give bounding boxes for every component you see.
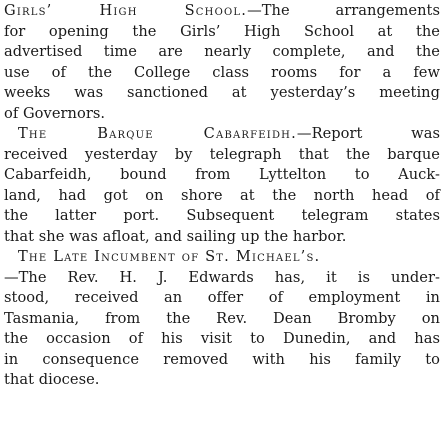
text-line: Cabarfeidh, bound from Lyttelton to Auck- (4, 166, 440, 183)
paragraph-heading: The Barque Cabarfeidh. (18, 125, 297, 142)
paragraph-barque-cabarfeidh (4, 124, 440, 247)
text-line: received yesterday by telegraph that the barque (4, 145, 440, 163)
text-line: the latter port. Subsequent telegram states (4, 207, 440, 224)
paragraph-girls-high-school (4, 1, 440, 124)
text-line: use of the College class rooms for a few (4, 63, 440, 81)
text-line: weeks was sanctioned at yesterday’s meeting (4, 84, 440, 101)
text-line: that diocese. (4, 371, 100, 388)
newspaper-column (4, 1, 440, 391)
text-line: of Governors. (4, 104, 106, 122)
text-line: land, had got on shore at the north head of (4, 186, 440, 204)
paragraph-heading: Girls’ High School. (4, 2, 248, 19)
text-line: that she was afloat, and sailing up the harbor. (4, 227, 347, 245)
text-line: stood, received an offer of employment in (4, 289, 440, 306)
text-line: Tasmania, from the Rev. Dean Bromby on (4, 309, 440, 327)
text-line (4, 247, 440, 268)
text-line: —The Rev. H. J. Edwards has, it is under- (4, 268, 440, 286)
text-line (4, 1, 440, 22)
text-line (4, 124, 440, 145)
text-line: in consequence removed with his family to (4, 350, 440, 368)
paragraph-late-incumbent (4, 247, 440, 391)
text-line: the occasion of his visit to Dunedin, and has (4, 330, 440, 347)
paragraph-heading: The Late Incumbent of St. Michael’s. (18, 248, 321, 265)
text-line: advertised time are nearly complete, and the (4, 43, 440, 60)
text-fragment: —Report was (296, 125, 440, 142)
text-fragment: —The arrangements (247, 2, 441, 19)
text-line: for opening the Girls’ High School at the (4, 22, 440, 40)
